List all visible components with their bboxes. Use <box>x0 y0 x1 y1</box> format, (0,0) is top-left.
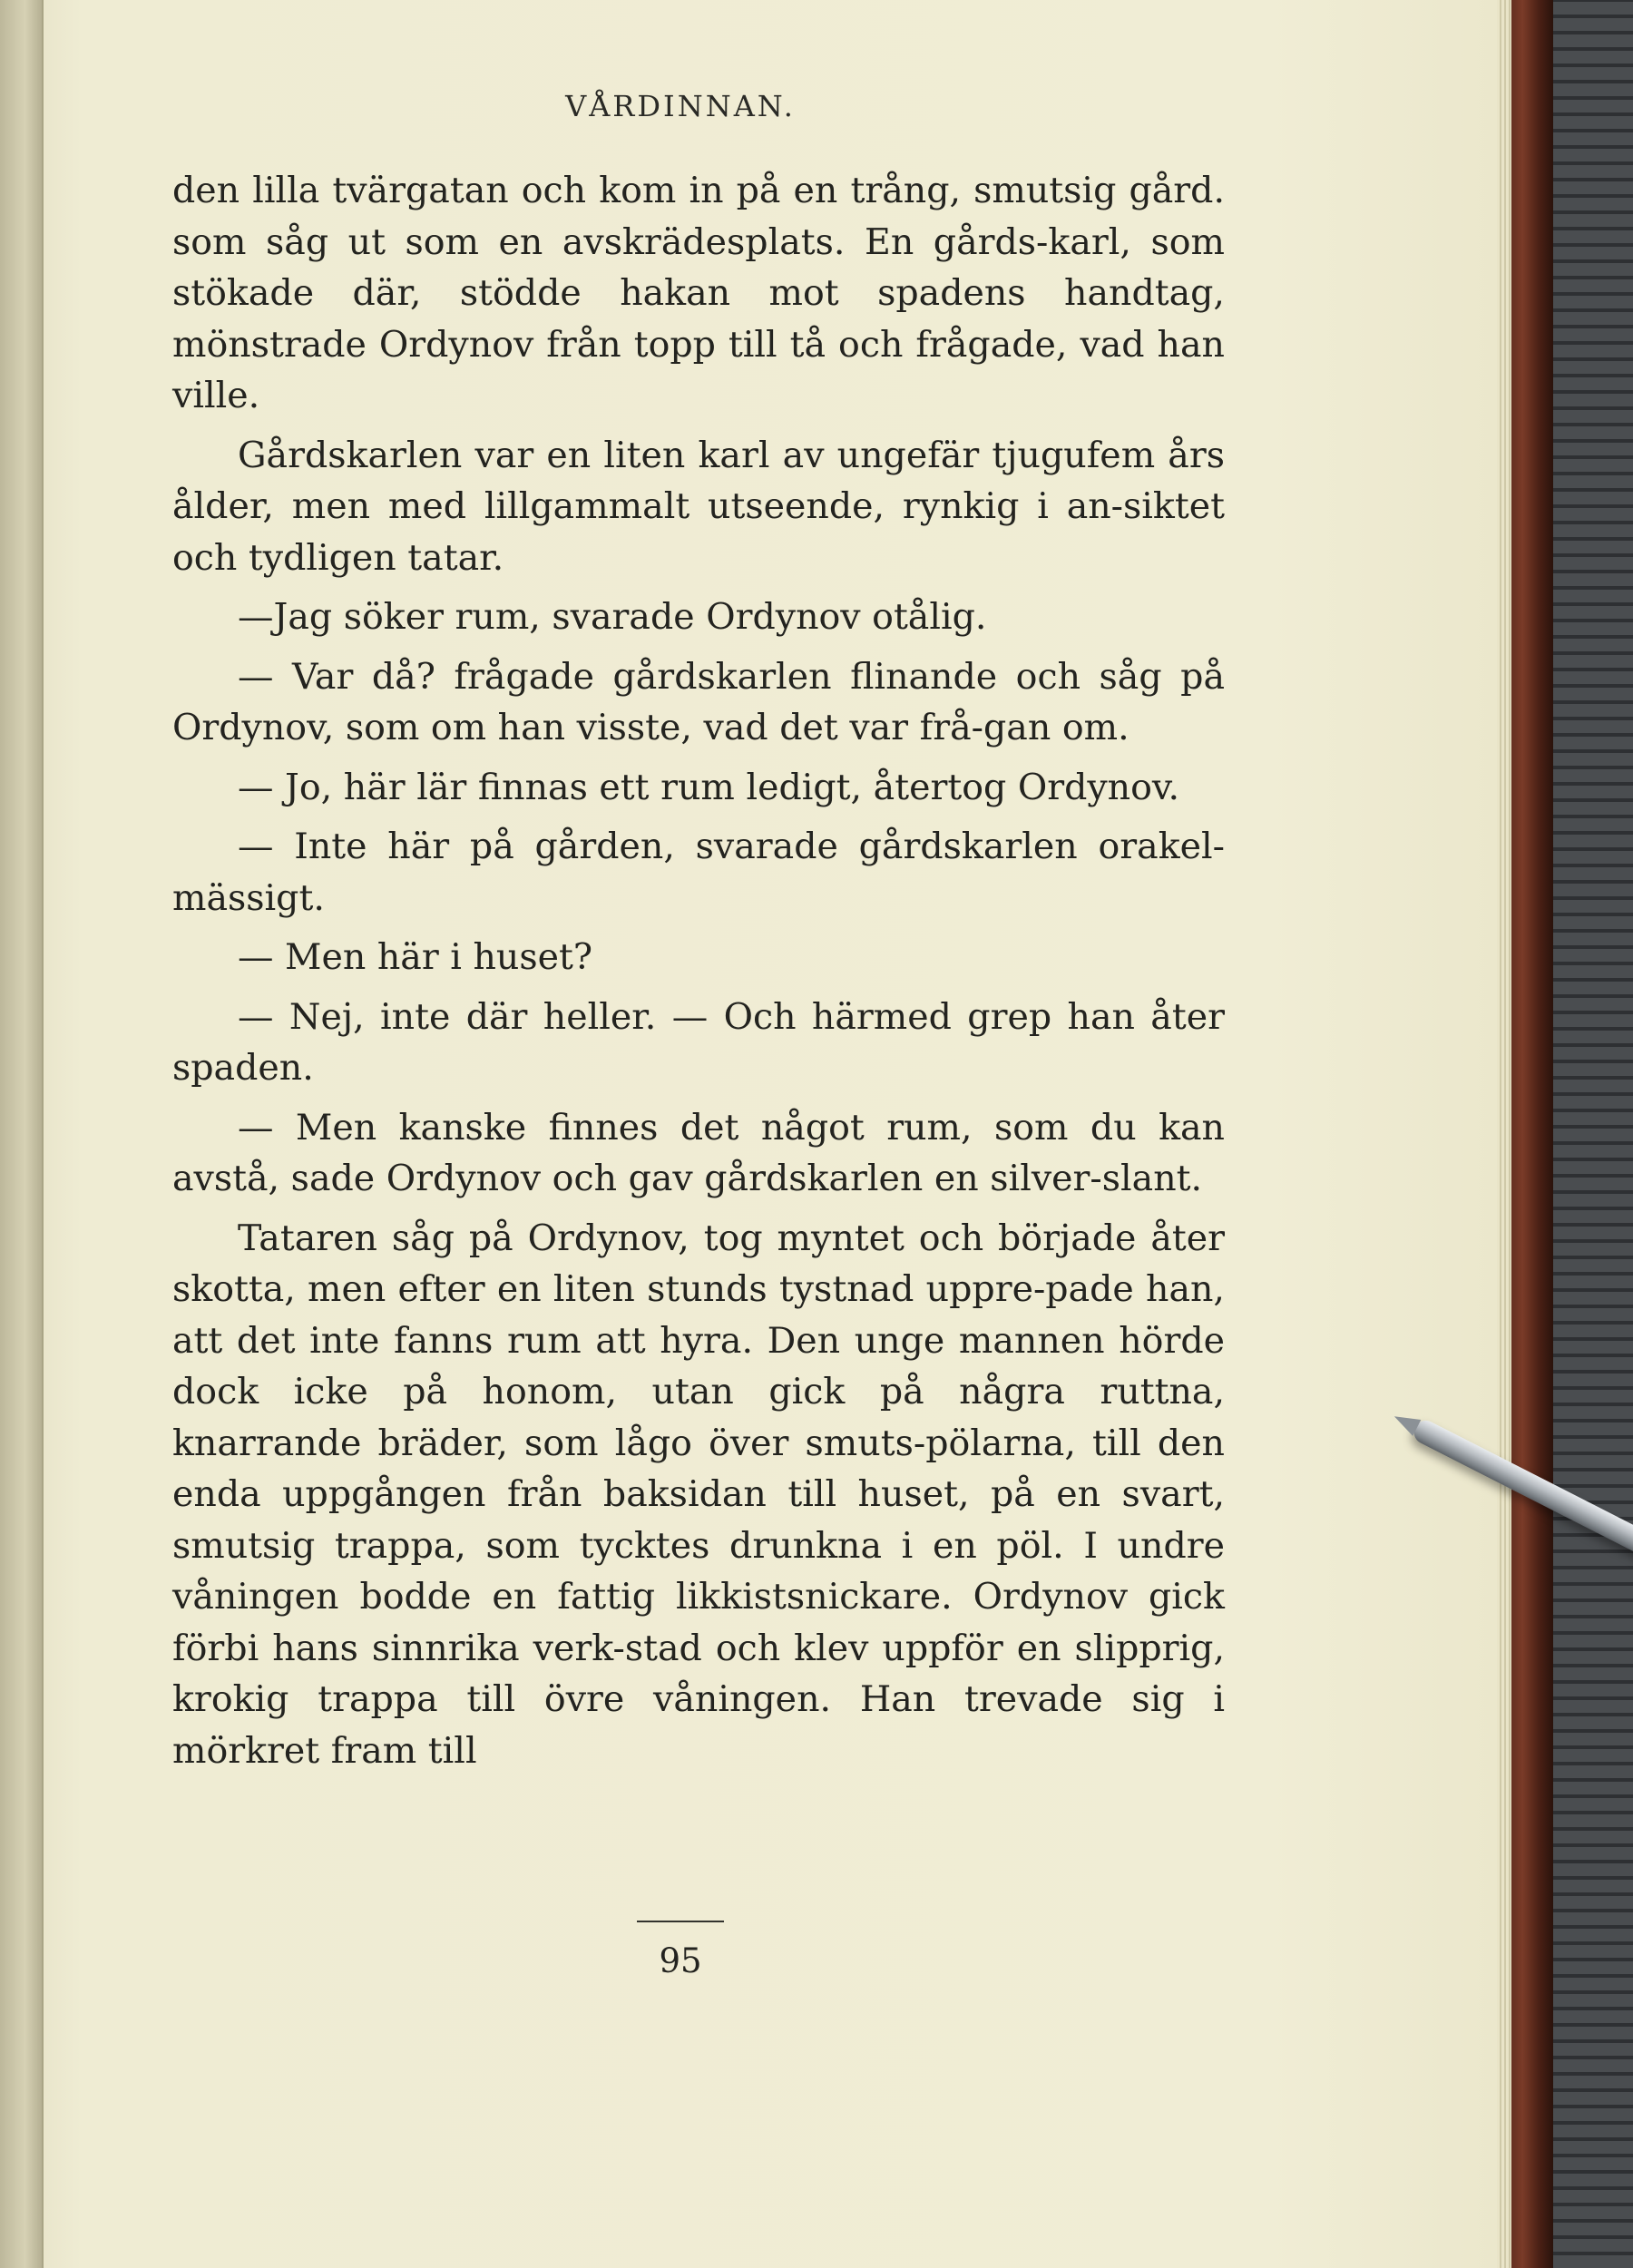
paragraph: — Nej, inte där heller. — Och härmed grep han åter spaden. <box>172 995 1225 1089</box>
paragraph: — Men här i huset? <box>238 936 593 978</box>
paragraph: Gårdskarlen var en liten karl av ungefär tjugufem års ålder, men med lillgammalt utseende, rynkig i an-siktet och tydligen tatar. <box>172 434 1225 579</box>
page-gutter <box>0 0 44 2268</box>
running-head: VÅRDINNAN. <box>565 89 796 123</box>
page-number: 95 <box>659 1941 702 1980</box>
paragraph: den lilla tvärgatan och kom in på en trång, smutsig gård. som såg ut som en avskrädesplats. En gårds-karl, som stökade där, stödde hakan mot spadens handtag, mönstrade Ordynov från topp till tå och frågade, vad han ville. <box>172 170 1225 416</box>
paragraph: Tataren såg på Ordynov, tog myntet och började åter skotta, men efter en liten stunds tystnad uppre-pade han, att det inte fanns rum att hyra. Den unge mannen hörde dock icke på honom, utan gick på några ruttna, knarrande bräder, som lågo över smuts-pölarna, till den enda uppgången från baksidan till huset, på en svart, smutsig trappa, som tycktes drunkna i en pöl. I undre våningen bodde en fattig likkistsnickare. Ordynov gick förbi hans sinnrika verk-stad och klev uppför en slipprig, krokig trappa till övre våningen. Han trevade sig i mörkret fram till <box>172 1217 1225 1772</box>
paragraph: — Jo, här lär finnas ett rum ledigt, återtog Ordynov. <box>238 766 1180 808</box>
folio-rule <box>637 1921 724 1922</box>
desk-background <box>1542 0 1633 2268</box>
book-cover-edge <box>1506 0 1553 2268</box>
paragraph: — Var då? frågade gårdskarlen flinande och såg på Ordynov, som om han visste, vad det var frå-gan om. <box>172 655 1225 748</box>
body-text <box>172 165 1225 1784</box>
paragraph: — Inte här på gården, svarade gårdskarlen orakel-mässigt. <box>172 826 1225 919</box>
paragraph: — Men kanske finnes det något rum, som du kan avstå, sade Ordynov och gav gårdskarlen en silver-slant. <box>172 1106 1225 1199</box>
paragraph: —Jag söker rum, svarade Ordynov otålig. <box>238 596 987 638</box>
